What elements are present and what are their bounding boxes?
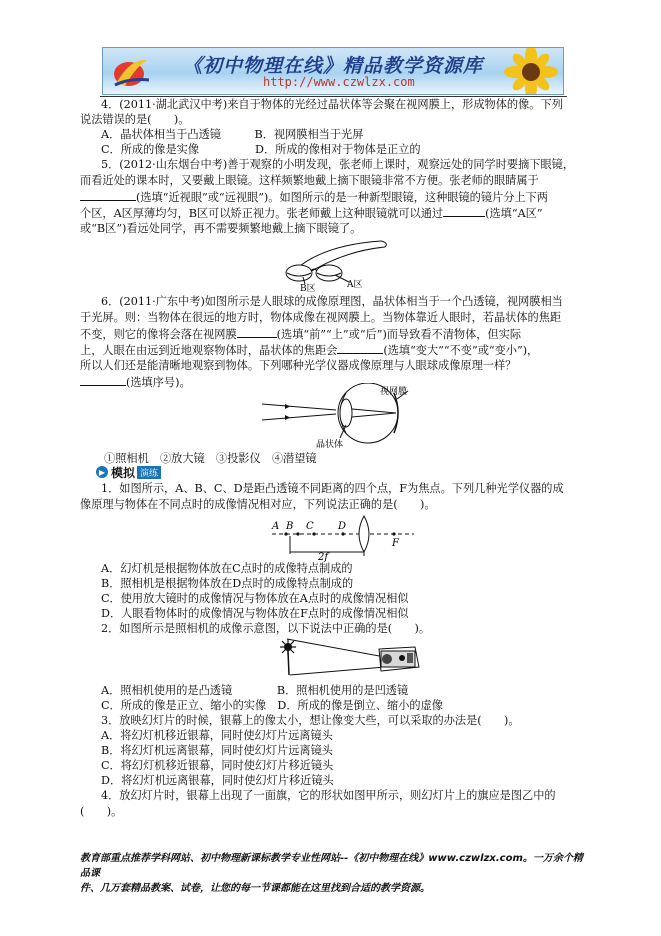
- q6-text: (选填“变大”“不变”或“变小”)，: [383, 344, 539, 357]
- lens-point-a: A: [272, 521, 280, 532]
- q5-stem-line3: [80, 189, 548, 205]
- lens-figure: [268, 512, 418, 562]
- answer-blank[interactable]: [80, 189, 136, 201]
- camera-figure: [275, 637, 425, 683]
- answer-blank[interactable]: [443, 205, 485, 217]
- p1-option-a: A．幻灯机是根据物体放在C点时的成像特点制成的: [101, 562, 353, 575]
- lens-point-c: C: [306, 521, 314, 532]
- q6-stem-line1: 6．(2011·广东中考)如图所示是人眼球的成像原理图，晶状体相当于一个凸透镜，视网膜相当: [101, 295, 563, 308]
- q5-stem-line5: 或“B区”)看远处同学，再不需要频繁地戴上摘下眼镜了。: [80, 222, 362, 235]
- q6-stem-line5: 所以人们还是能清晰地观察到物体。下列哪种光学仪器成像原理与人眼球成像原理一样？: [80, 359, 517, 372]
- glasses-label-a: A区: [347, 280, 363, 290]
- answer-blank[interactable]: [237, 326, 277, 338]
- q6-text: (选填“前”“上”或“后”)而导致看不清物体，但实际: [276, 328, 522, 341]
- section-badge: [96, 465, 161, 479]
- q6-text: 上，人眼在由远到近地观察物体时，晶状体的焦距会: [80, 344, 338, 357]
- play-icon: ▶: [96, 466, 108, 478]
- q4-stem-line2: 说法错误的是( )。: [80, 113, 190, 126]
- q5-stem-line2: 而看近处的课本时，又要戴上眼镜。这样频繁地戴上摘下眼镜非常不方便。张老师的眼睛属于: [80, 174, 539, 187]
- section-tag: 演练: [137, 466, 161, 479]
- lens-distance-label: 2f: [318, 552, 329, 562]
- answer-blank[interactable]: [80, 374, 126, 386]
- q5-text: (选填“近视眼”或“远视眼”)。如图所示的是一种新型眼镜，这种眼镜的镜片分上下两: [136, 191, 548, 204]
- header-url[interactable]: http://www.czwlzx.com: [263, 75, 415, 89]
- q5-stem-line4: [80, 205, 543, 221]
- q6-text: (选填序号)。: [126, 376, 191, 389]
- p4-stem-line1: 4．放幻灯片时，银幕上出现了一面旗，它的形状如图甲所示，则幻灯片上的旗应是图乙中的: [101, 789, 556, 802]
- eye-figure: [260, 383, 430, 451]
- q5-text: 个区，A区厚薄均匀，B区可以矫正视力。张老师戴上这种眼镜就可以通过: [80, 207, 444, 220]
- eye-label-lens: 晶状体: [316, 440, 344, 450]
- p2-options-cd: C．所成的像是正立、缩小的实像 D．所成的像是倒立、缩小的虚像: [101, 699, 443, 712]
- p2-stem: 2．如图所示是照相机的成像示意图，以下说法中正确的是( )。: [101, 622, 431, 635]
- site-logo: [111, 52, 151, 90]
- lens-point-d: D: [338, 521, 347, 532]
- p2-options-ab: A．照相机使用的是凸透镜 B．照相机使用的是凹透镜: [101, 684, 409, 697]
- p1-option-b: B．照相机是根据物体放在D点时的成像特点制成的: [101, 577, 354, 590]
- footer-line2: 件、几万套精品教案、试卷，让您的每一节课都能在这里找到合适的教学资源。: [80, 883, 430, 894]
- glasses-label-b: B区: [300, 284, 316, 292]
- glasses-figure: [283, 237, 393, 292]
- page-footer: [80, 851, 590, 896]
- q5-stem-line1: 5．(2012·山东烟台中考)善于观察的小明发现，张老师上课时，观察远处的同学时要摘下眼镜，: [101, 158, 575, 171]
- q6-stem-line3: [80, 326, 521, 342]
- header-banner: [102, 47, 564, 95]
- p1-stem-line2: 像原理与物体在不同点时的成像情况相对应，下列说法正确的是( )。: [80, 498, 436, 511]
- lens-point-b: B: [286, 521, 294, 532]
- section-label: 模拟: [111, 465, 136, 480]
- p1-option-c: C．使用放大镜时的成像情况与物体放在A点时的成像情况相似: [101, 592, 409, 605]
- q6-stem-line6: [80, 374, 191, 390]
- q4-stem-line1: 4．(2011·湖北武汉中考)来自于物体的光经过晶状体等会聚在视网膜上，形成物体的像。下列: [101, 98, 563, 111]
- p3-option-a: A．将幻灯机移近银幕，同时使幻灯片远离镜头: [101, 729, 333, 742]
- p3-option-d: D．将幻灯机远离银幕，同时使幻灯片移近镜头: [101, 774, 334, 787]
- lens-focus-f: F: [392, 538, 399, 549]
- p3-option-c: C．将幻灯机移近银幕，同时使幻灯片移近镜头: [101, 759, 334, 772]
- p3-option-b: B．将幻灯机远离银幕，同时使幻灯片远离镜头: [101, 744, 333, 757]
- q4-options-ab: A．晶状体相当于凸透镜 B．视网膜相当于光屏: [101, 128, 364, 141]
- q6-stem-line2: 于光屏。则：当物体在很远的地方时，物体成像在视网膜上。当物体靠近人眼时，若晶状体的焦距: [80, 311, 562, 324]
- footer-line1: 教育部重点推荐学科网站、初中物理新课标教学专业性网站--《初中物理在线》www.czwlzx.com。一万余个精品课: [80, 853, 583, 879]
- p4-stem-line2: ( )。: [80, 805, 123, 818]
- eye-label-retina: 视网膜: [380, 387, 408, 397]
- header-title: 《初中物理在线》精品教学资源库: [183, 55, 484, 77]
- p3-stem: 3．放映幻灯片的时候，银幕上的像太小，想让像变大些，可以采取的办法是( )。: [101, 714, 520, 727]
- p1-stem-line1: 1．如图所示，A、B、C、D是距凸透镜不同距离的四个点，F为焦点。下列几种光学仪器的成: [101, 482, 564, 495]
- answer-blank[interactable]: [337, 342, 383, 354]
- q5-text: (选填“A区”: [485, 207, 543, 220]
- sunflower-icon: [491, 47, 561, 95]
- q4-options-cd: C．所成的像是实像 D．所成的像相对于物体是正立的: [101, 143, 421, 156]
- q6-choices: ①照相机 ②放大镜 ③投影仪 ④潜望镜: [104, 452, 317, 465]
- p1-option-d: D．人眼看物体时的成像情况与物体放在F点时的成像情况相似: [101, 607, 409, 620]
- q6-stem-line4: [80, 342, 538, 358]
- q6-text: 不变，则它的像将会落在视网膜: [80, 328, 237, 341]
